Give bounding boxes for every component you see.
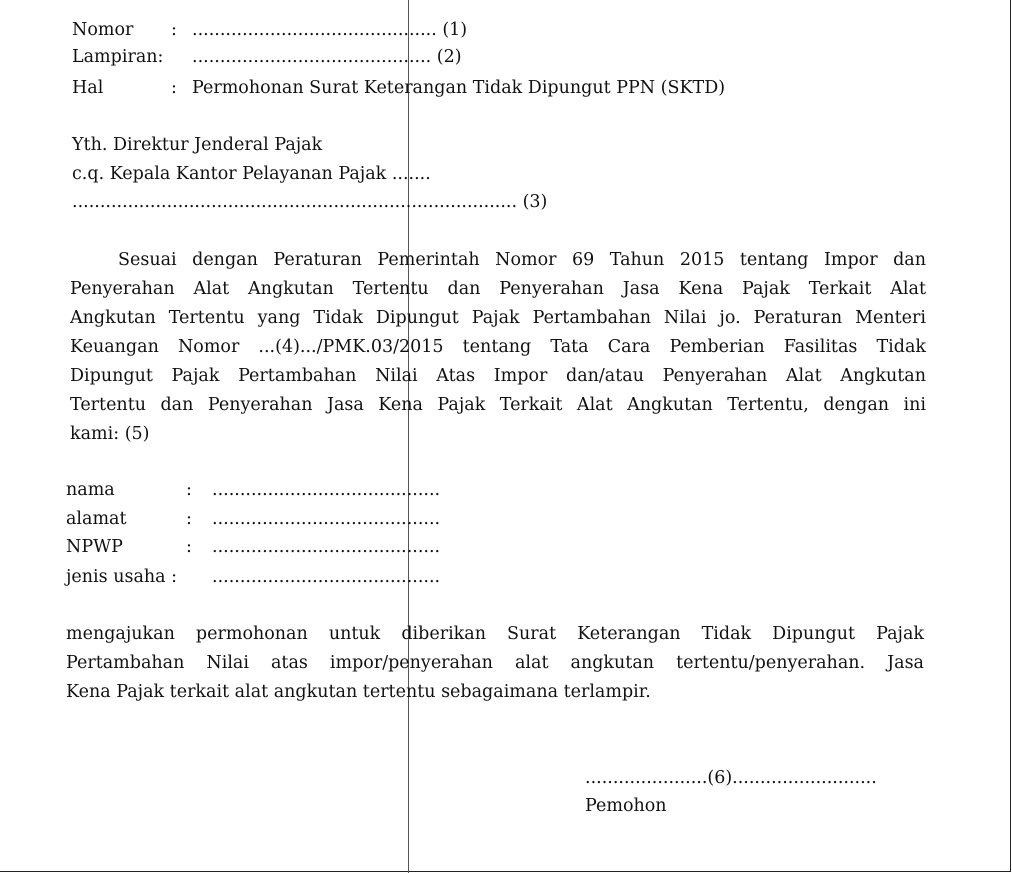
- signature-line: ......................(6)..........................: [585, 768, 877, 788]
- nama-label: nama: [66, 480, 115, 500]
- lampiran-label: Lampiran:: [72, 47, 164, 67]
- alamat-value: .........................................: [212, 509, 441, 529]
- nama-colon: :: [186, 480, 192, 500]
- body-line: Angkutan Tertentu yang Tidak Dipungut Pajak Pertambahan Nilai jo. Peraturan Menteri: [70, 308, 926, 328]
- nomor-colon: :: [171, 20, 177, 40]
- alamat-label: alamat: [66, 509, 127, 529]
- hal-colon: :: [171, 78, 177, 98]
- signature-role: Pemohon: [585, 796, 667, 816]
- nama-value: .........................................: [212, 480, 441, 500]
- hal-value: Permohonan Surat Keterangan Tidak Dipungut PPN (SKTD): [192, 78, 726, 98]
- body-paragraph: [70, 246, 926, 449]
- hal-label: Hal: [72, 78, 104, 98]
- body-line: Keuangan Nomor ...(4).../PMK.03/2015 tentang Tata Cara Pemberian Fasilitas Tidak: [70, 337, 926, 357]
- lampiran-value: ........................................... (2): [192, 47, 462, 67]
- body-line: Tertentu dan Penyerahan Jasa Kena Pajak Terkait Alat Angkutan Tertentu, dengan ini: [70, 395, 926, 415]
- jenis-usaha-value: .........................................: [212, 567, 441, 587]
- closing-line: Pertambahan Nilai atas impor/penyerahan alat angkutan tertentu/penyerahan. Jasa: [66, 653, 924, 673]
- addressee-line-3: ................................................................................ (3): [72, 192, 548, 212]
- addressee-line-2: c.q. Kepala Kantor Pelayanan Pajak .......: [72, 164, 431, 184]
- body-line: Dipungut Pajak Pertambahan Nilai Atas Impor dan/atau Penyerahan Alat Angkutan: [70, 366, 926, 386]
- body-line: Sesuai dengan Peraturan Pemerintah Nomor 69 Tahun 2015 tentang Impor dan: [118, 250, 926, 270]
- addressee-line-1: Yth. Direktur Jenderal Pajak: [72, 135, 323, 155]
- closing-line: mengajukan permohonan untuk diberikan Surat Keterangan Tidak Dipungut Pajak: [66, 624, 924, 644]
- npwp-colon: :: [186, 537, 192, 557]
- nomor-value: ............................................ (1): [192, 20, 468, 40]
- alamat-colon: :: [186, 509, 192, 529]
- npwp-label: NPWP: [66, 537, 123, 557]
- closing-line: Kena Pajak terkait alat angkutan tertentu sebagaimana terlampir.: [66, 682, 651, 702]
- npwp-value: .........................................: [212, 537, 441, 557]
- closing-paragraph: [66, 620, 924, 707]
- body-line: kami: (5): [70, 424, 150, 444]
- nomor-label: Nomor: [72, 20, 134, 40]
- body-line: Penyerahan Alat Angkutan Tertentu dan Penyerahan Jasa Kena Pajak Terkait Alat: [70, 279, 926, 299]
- jenis-usaha-label: jenis usaha :: [66, 567, 178, 587]
